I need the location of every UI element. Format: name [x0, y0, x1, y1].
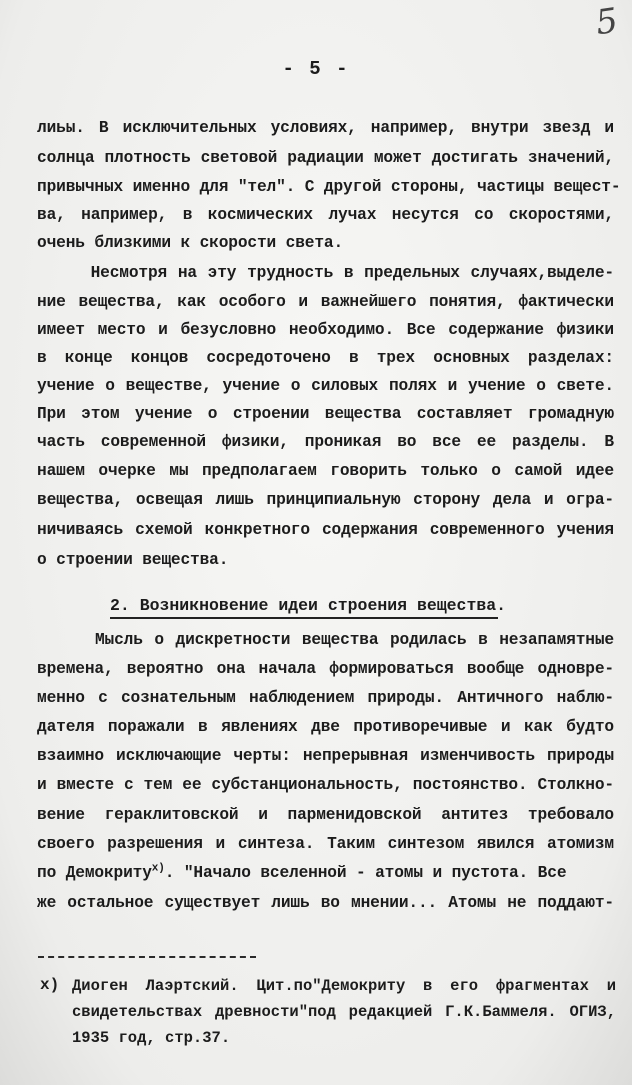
text-line: времена, вероятно она начала формироваться вообще одновре- — [37, 660, 614, 678]
text-line: учение о веществе, учение о силовых полях и учение о свете. — [37, 377, 614, 395]
text-line: привычных именно для "тел". С другой стороны, частицы вещест- — [37, 178, 621, 196]
text-line: и вместе с тем ее субстанциональность, постоянство. Столкно- — [37, 776, 614, 794]
text-line: в конце концов сосредоточено в трех основных разделах: — [37, 349, 614, 367]
text-line: своего разрешения и синтеза. Таким синтезом явился атомизм — [37, 835, 614, 853]
text-line: дателя поражали в явлениях две противоречивые и как будто — [37, 718, 614, 736]
footnote-line: Диоген Лаэртский. Цит.по"Демокриту в его фрагментах и — [72, 977, 616, 995]
footnote-line: 1935 год, стр.37. — [72, 1029, 231, 1047]
section-heading — [110, 596, 507, 619]
footnote-separator — [38, 956, 256, 958]
text-line: же остальное существует лишь во мнении... Атомы не поддают- — [37, 894, 614, 912]
text-line: солнца плотность световой радиации может достигать значений, — [37, 149, 614, 167]
text-line: очень близкими к скорости света. — [37, 234, 344, 252]
text-line: часть современной физики, проникая во все ее разделы. В — [37, 433, 614, 451]
page-number: - 5 - — [282, 58, 350, 80]
section-heading-text: 2. Возникновение идеи строения вещества. — [110, 596, 507, 615]
text-line: лиьы. В исключительных условиях, например, внутри звезд и — [37, 119, 614, 137]
text-line: вение гераклитовской и парменидовской антитез требовало — [37, 806, 614, 824]
text-line: нашем очерке мы предполагаем говорить только о самой идее — [37, 462, 614, 480]
text-line: Мысль о дискретности вещества родилась в незапамятные — [37, 631, 614, 649]
text-line: вещества, освещая лишь принципиальную сторону дела и огра- — [37, 491, 614, 509]
handwritten-page-number: 5 — [593, 0, 621, 44]
text-line: При этом учение о строении вещества составляет громадную — [37, 405, 614, 423]
text-line: о строении вещества. — [37, 551, 229, 569]
text-line: ние вещества, как особого и важнейшего понятия, фактически — [37, 293, 614, 311]
footnote-line: свидетельствах древности"под редакцией Г.К.Баммеля. ОГИЗ, — [72, 1003, 616, 1021]
footnote-reference: х) — [151, 862, 165, 875]
text-line-with-footnote-ref — [37, 863, 614, 883]
heading-underline — [110, 617, 498, 619]
text-fragment: . "Начало вселенной - атомы и пустота. Все — [164, 864, 567, 882]
text-line: имеет место и безусловно необходимо. Все содержание физики — [37, 321, 614, 339]
text-line: ничиваясь схемой конкретного содержания современного учения — [37, 521, 614, 539]
text-line: взаимно исключающие черты: непрерывная изменчивость природы — [37, 747, 614, 765]
text-line: менно с сознательным наблюдением природы. Античного наблю- — [37, 689, 614, 707]
text-fragment: по Демокриту — [37, 864, 152, 882]
footnote-marker: х) — [40, 976, 60, 994]
text-line: Несмотря на эту трудность в предельных случаях,выделе- — [37, 264, 614, 282]
text-line: ва, например, в космических лучах несутся со скоростями, — [37, 206, 614, 224]
